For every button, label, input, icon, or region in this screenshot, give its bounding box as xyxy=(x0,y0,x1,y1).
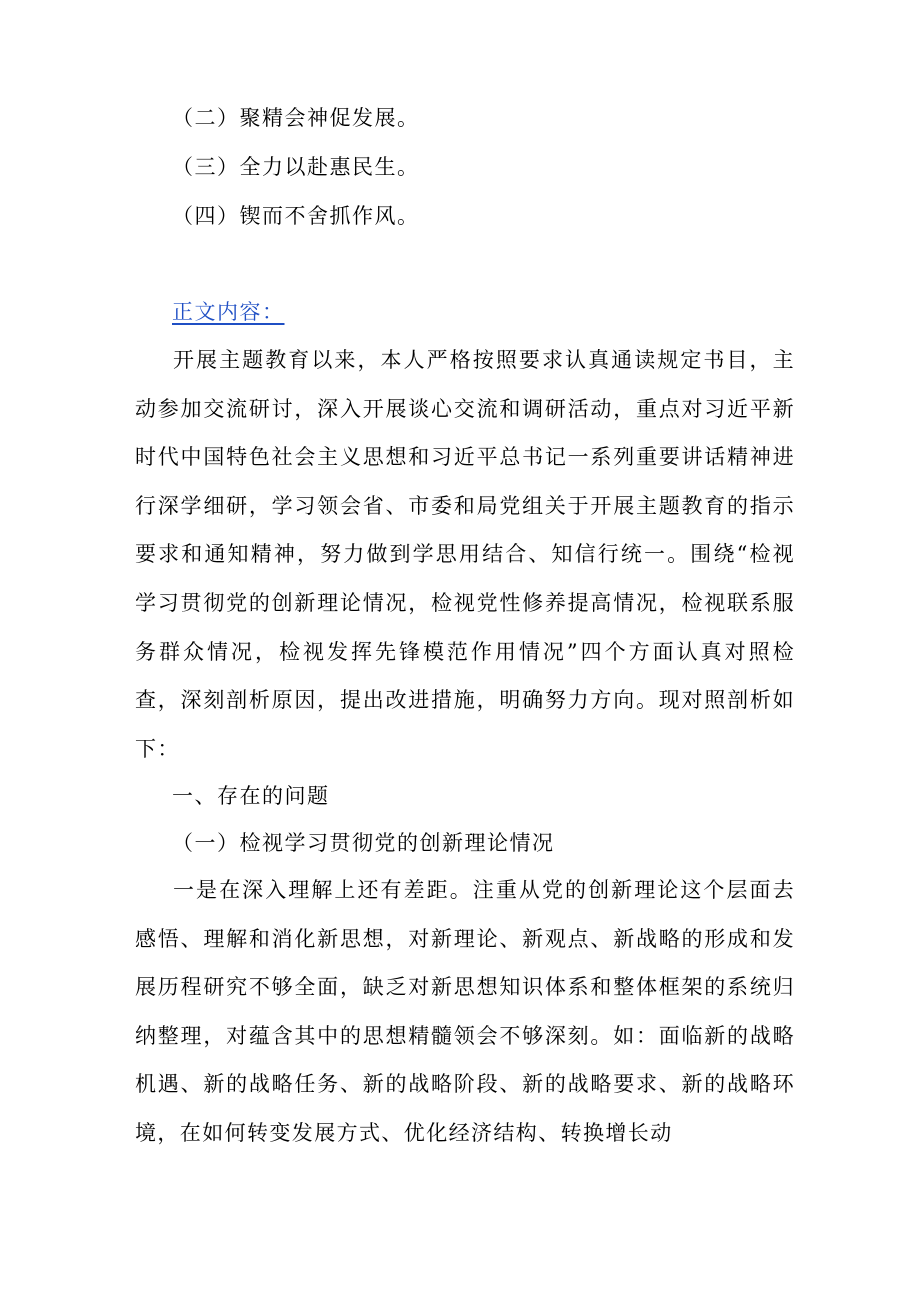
outline-item-4: （四）锲而不舍抓作风。 xyxy=(172,204,420,228)
outline-item-2: （二）聚精会神促发展。 xyxy=(172,106,420,130)
body-paragraph: 一是在深入理解上还有差距。注重从党的创新理论这个层面去感悟、理解和消化新思想，对新理论、新观点、新战略的形成和发展历程研究不够全面，缺乏对新思想知识体系和整体框架的系统归纳整理，对蕴含其中的思想精髓领会不够深刻。如：面临新的战略机遇、新的战略任务、新的战略阶段、新的战略要求、新的战略环境，在如何转变发展方式、优化经济结构、转换增长动 xyxy=(135,878,795,1145)
section-heading: 一、存在的问题 xyxy=(172,784,330,808)
content-link[interactable]: 正文内容： xyxy=(172,300,285,324)
intro-paragraph: 开展主题教育以来，本人严格按照要求认真通读规定书目，主动参加交流研讨，深入开展谈心交流和调研活动，重点对习近平新时代中国特色社会主义思想和习近平总书记一系列重要讲话精神进行深学细研，学习领会省、市委和局党组关于开展主题教育的指示要求和通知精神，努力做到学思用结合、知信行统一。围绕“检视学习贯彻党的创新理论情况，检视党性修养提高情况，检视联系服务群众情况，检视发挥先锋模范作用情况”四个方面认真对照检查，深刻剖析原因，提出改进措施，明确努力方向。现对照剖析如下： xyxy=(135,348,795,761)
subsection-heading: （一）检视学习贯彻党的创新理论情况 xyxy=(172,831,555,855)
outline-item-3: （三）全力以赴惠民生。 xyxy=(172,155,420,179)
